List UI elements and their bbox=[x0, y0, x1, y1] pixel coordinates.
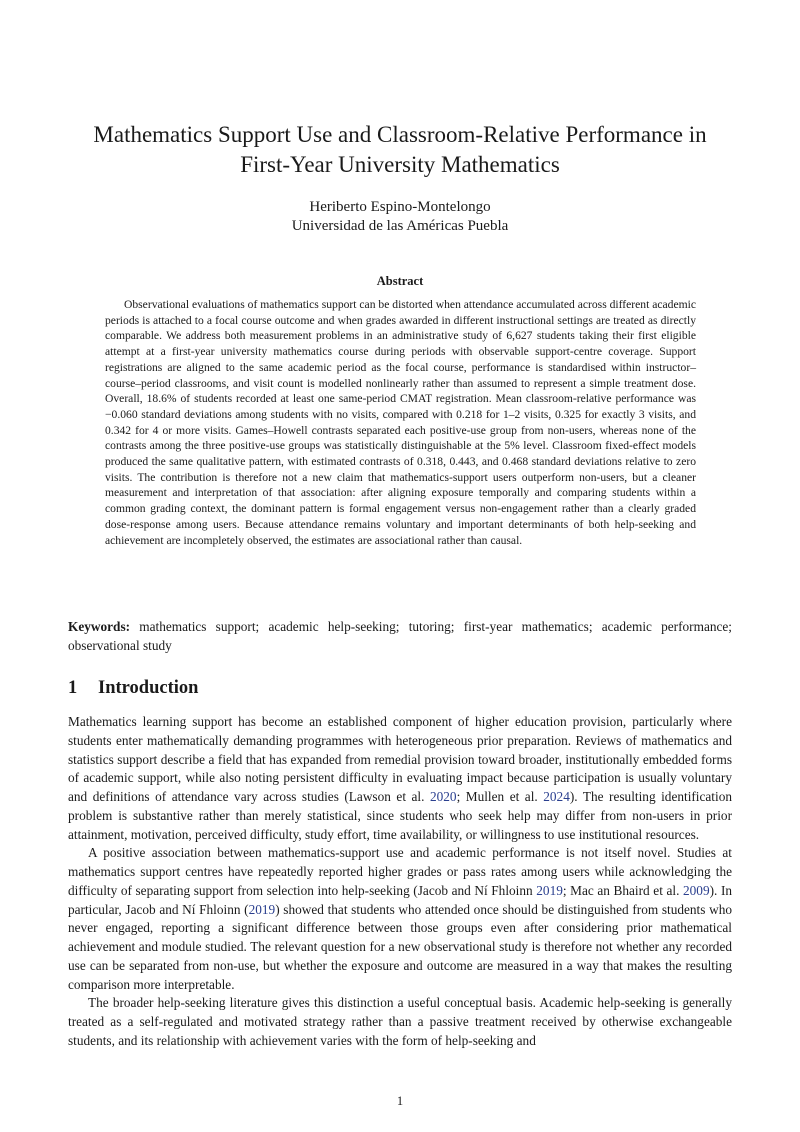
keywords-label: Keywords: bbox=[68, 619, 131, 634]
citation-link[interactable]: 2019 bbox=[536, 882, 563, 898]
citation-link[interactable]: 2024 bbox=[543, 789, 570, 804]
paragraph: The broader help-seeking literature gives this distinction a useful conceptual basis. Academic help-seeking is generally treated as a self-regulated and motivated strategy rather than a passive treatment received by otherwise exchangeable students, and its relationship with achievement varies with the form of help-seeking and bbox=[68, 995, 732, 1048]
author-affiliation: Universidad de las Américas Puebla bbox=[291, 218, 509, 234]
paragraph-text: A positive association between mathematics-support use and academic performance is not itself novel. Studies at mathematics support centres have repeatedly reported higher grades or pass rates among users while acknowledging the difficulty of separating support from selection into help-seeking (Jacob and Ní Fhloinn bbox=[68, 845, 732, 898]
section-title: Introduction bbox=[98, 678, 199, 698]
paragraph-text: ). In particular, Jacob and Ní Fhloinn ( bbox=[68, 882, 733, 917]
paragraph-text: ). The resulting identification problem is substantive rather than merely statistical, since students who seek help may differ from non-users in prior attainment, motivation, perceived difficulty, study effort, time availability, or willingness to use institutional resources. bbox=[68, 789, 732, 842]
paragraph bbox=[68, 844, 732, 994]
paragraph-text: ; Mullen et al. bbox=[456, 789, 544, 804]
paragraph-text: Mathematics learning support has become an established component of higher education provision, particularly where students enter mathematically demanding programmes with heterogeneous prior preparation. Reviews of mathematics and statistics support describe a field that has expanded from remedial provision toward broader, institutionally embedded forms of academic support, while also noting persistent difficulty in evaluating impact because participation is usually voluntary and definitions of attendance vary across studies (Lawson et al. bbox=[68, 714, 732, 804]
page-number: 1 bbox=[396, 1094, 404, 1108]
paragraph-text: ) showed that students who attended once should be distinguished from students who never engaged, reporting a significant difference between those groups even after considering prior mathematical achievement and module studied. The relevant question for a new observational study is therefore not whether any recorded use can be separated from non-use, but whether the exposure and outcome are measured in a way that makes the resulting comparison more interpretable. bbox=[68, 901, 732, 992]
keywords bbox=[68, 617, 732, 655]
section-heading bbox=[68, 678, 198, 699]
section-number: 1 bbox=[68, 678, 78, 698]
citation-link[interactable]: 2019 bbox=[248, 901, 276, 917]
abstract-text: Observational evaluations of mathematics support can be distorted when attendance accumulated across different academic periods is attached to a focal course outcome and when grades awarded in different instructional settings are treated as directly comparable. We address both measurement problems in an administrative study of 6,627 students taking their first eligible attempt at a first-year university mathematics course during periods with observable support-centre coverage. Support registrations are aligned to the same academic period as the focal course, performance is standardised within instructor–course–period classrooms, and visit count is modelled nonlinearly rather than assumed to represent a simple treatment dose. Overall, 18.6% of students recorded at least one same-period CMAT registration. Mean classroom-relative performance was −0.060 standard deviations among students with no visits, compared with 0.218 for 1–2 visits, 0.325 for exactly 3 visits, and 0.342 for 4 or more visits. Games–Howell contrasts separated each positive-use group from non-users, whereas none of the contrasts among the three positive-use groups was statistically distinguishable at the 5% level. Classroom fixed-effect models produced the same qualitative pattern, with estimated contrasts of 0.318, 0.443, and 0.468 standard deviations relative to zero visits. The contribution is therefore not a new claim that mathematics-support users outperform non-users, but a cleaner measurement and interpretation of that association: after aligning exposure temporally and comparing students within a common grading context, the dominant pattern is formal engagement versus non-engagement rather than a clearly graded dose-response among users. Because attendance remains voluntary and important determinants of both help-seeking and achievement are incompletely observed, the estimates are associational rather than causal. bbox=[105, 298, 696, 547]
author-block bbox=[60, 198, 740, 236]
paper-title bbox=[60, 120, 740, 180]
author-name: Heriberto Espino-Montelongo bbox=[309, 199, 491, 215]
keywords-text: mathematics support; academic help-seeking; tutoring; first-year mathematics; academic performance; observational study bbox=[68, 619, 732, 653]
body-text bbox=[68, 713, 732, 1051]
paragraph-text: ; Mac an Bhaird et al. bbox=[562, 882, 683, 898]
abstract-heading: Abstract bbox=[376, 274, 424, 288]
citation-link[interactable]: 2009 bbox=[683, 882, 710, 898]
paragraph bbox=[68, 713, 732, 844]
title-line-1: Mathematics Support Use and Classroom-Relative Performance in bbox=[93, 122, 707, 147]
citation-link[interactable]: 2020 bbox=[429, 789, 457, 804]
title-line-2: First-Year University Mathematics bbox=[240, 152, 560, 177]
